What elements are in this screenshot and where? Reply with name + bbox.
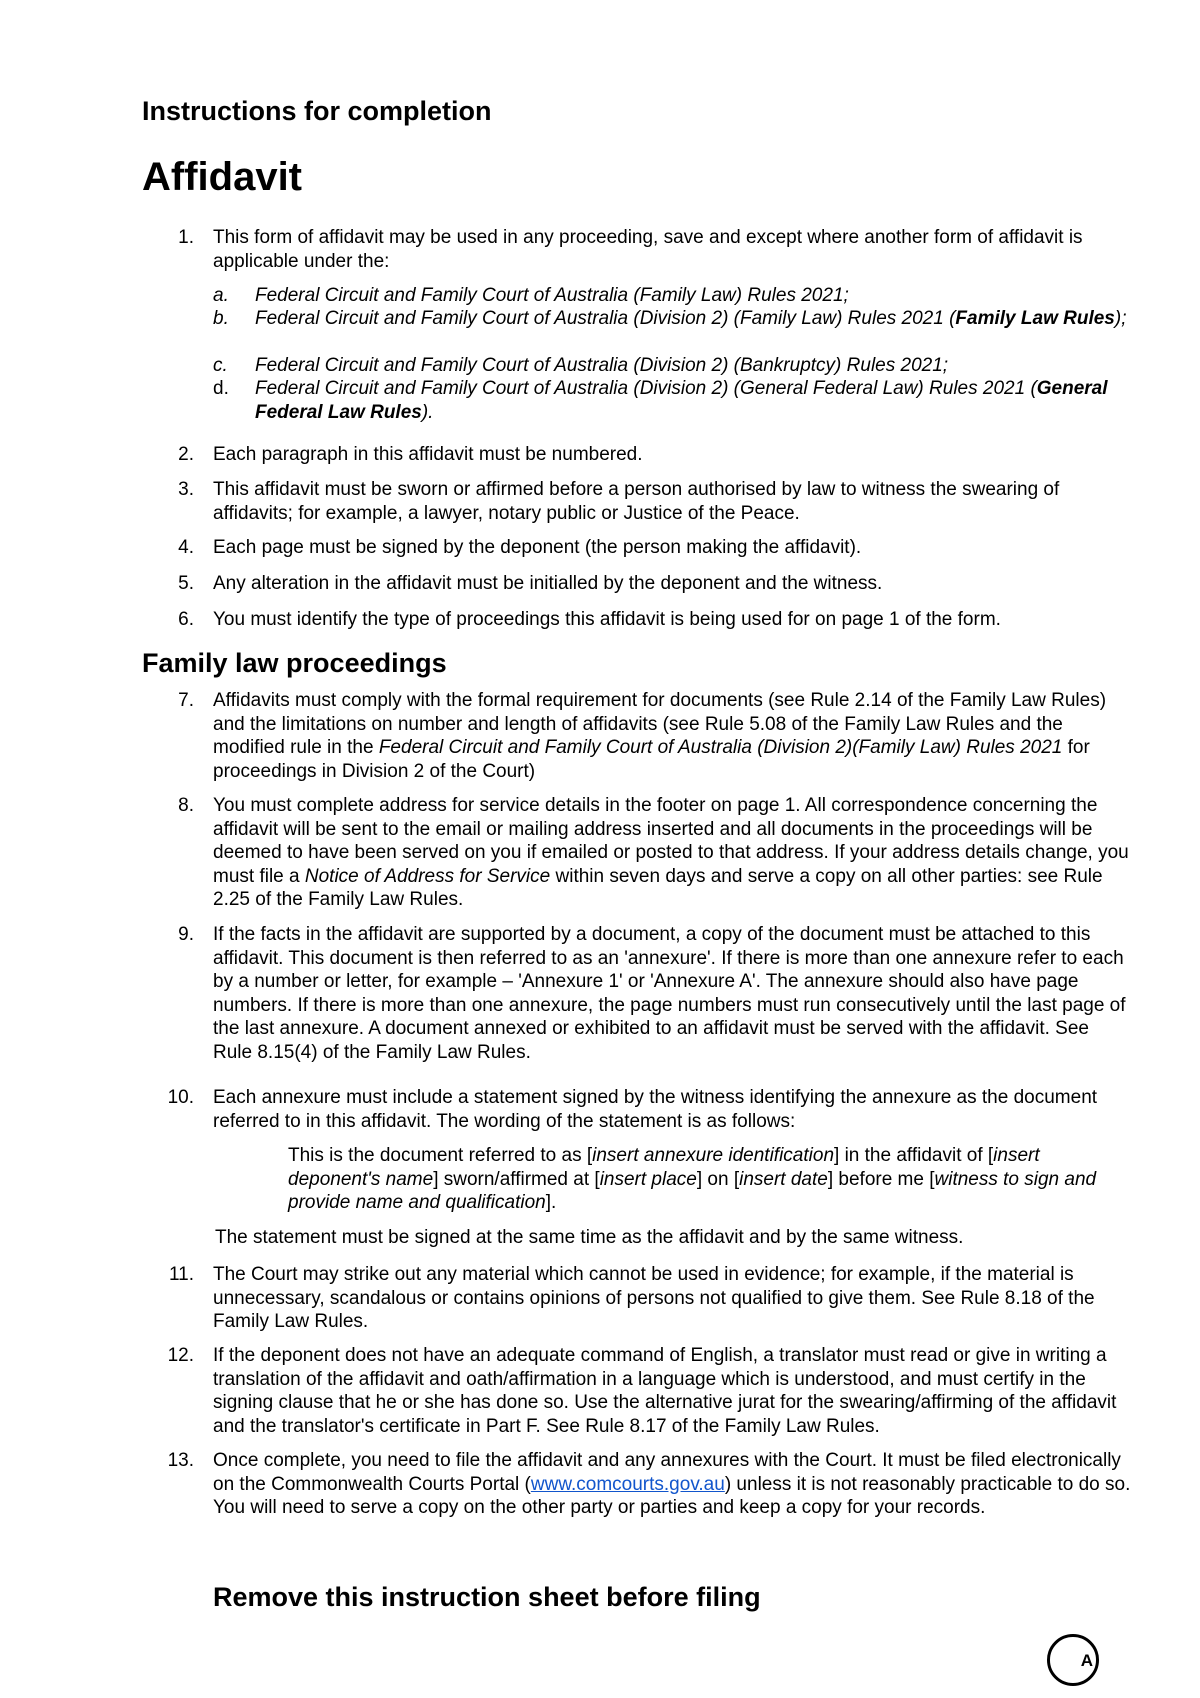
rules-title: Federal Circuit and Family Court of Australia (Division 2)(Family Law) Rules 2021 xyxy=(378,737,1063,758)
item-text: You must identify the type of proceedings this affidavit is being used for on page 1 of the form. xyxy=(213,609,1001,630)
item-number: 8. xyxy=(178,795,194,816)
item-number: 7. xyxy=(178,690,194,711)
item-text: Each page must be signed by the deponent (the person making the affidavit). xyxy=(213,537,862,558)
sub-item-text: Federal Circuit and Family Court of Australia (Family Law) Rules 2021; xyxy=(255,285,849,306)
item-text: This affidavit must be sworn or affirmed before a person authorised by law to witness the swearing of affidavits; for example, a lawyer, notary public or Justice of the Peace. xyxy=(213,479,1060,524)
sub-item-text: Federal Circuit and Family Court of Australia (Division 2) (Bankruptcy) Rules 2021; xyxy=(255,355,949,376)
item-number: 3. xyxy=(178,479,194,500)
item-number: 2. xyxy=(178,444,194,465)
sub-item-letter: a. xyxy=(213,285,229,306)
sub-item-text: Federal Circuit and Family Court of Australia (Division 2) (Family Law) Rules 2021 (Family Law Rules); xyxy=(255,308,1127,329)
defined-term: General Federal Law Rules xyxy=(255,378,1108,423)
badge-letter: A xyxy=(1080,1651,1093,1670)
item-number: 10. xyxy=(167,1087,194,1108)
sub-item-letter: d. xyxy=(213,378,229,399)
annexure-statement-quote: This is the document referred to as [insert annexure identification] in the affidavit of [insert deponent's name] sworn/affirmed at [insert place] on [insert date] before me [witness to sign and provide name and qualification]. xyxy=(288,1145,1097,1213)
statement-note: The statement must be signed at the same time as the affidavit and by the same witness. xyxy=(215,1227,964,1248)
item-number: 13. xyxy=(167,1450,194,1471)
sub-item-letter: c. xyxy=(213,355,228,376)
item-number: 1. xyxy=(178,227,194,248)
item-text: Any alteration in the affidavit must be initialled by the deponent and the witness. xyxy=(213,573,883,594)
item-number: 11. xyxy=(168,1264,194,1285)
remove-sheet-notice: Remove this instruction sheet before filing xyxy=(213,1582,761,1612)
page-title: Affidavit xyxy=(142,155,302,199)
item-text: Each annexure must include a statement signed by the witness identifying the annexure as the document referred to in this affidavit. The wording of the statement is as follows: xyxy=(213,1087,1098,1132)
form-name: Notice of Address for Service xyxy=(304,865,551,887)
comcourts-link[interactable]: www.comcourts.gov.au xyxy=(530,1473,725,1495)
item-text: The Court may strike out any material which cannot be used in evidence; for example, if the material is unnecessary, scandalous or contains opinions of persons not qualified to give them. See Rule 8.18 of the Family Law Rules. xyxy=(213,1264,1095,1332)
item-number: 5. xyxy=(178,573,194,594)
item-text: If the deponent does not have an adequate command of English, a translator must read or give in writing a translation of the affidavit and oath/affirmation in a language which is understood, and must certify in the signing clause that he or she has done so. Use the alternative jurat for the swearing/affirming of the affidavit and the translator's certificate in Part F. See Rule 8.17 of the Family Law Rules. xyxy=(213,1345,1117,1437)
item-text: If the facts in the affidavit are supported by a document, a copy of the document must be attached to this affidavit. This document is then referred to as an 'annexure'. If there is more than one annexure refer to each by a number or letter, for example – 'Annexure 1' or 'Annexure A'. The annexure should also have page numbers. If there is more than one annexure, the page numbers must run consecutively until the last page of the last annexure. A document annexed or exhibited to an affidavit must be served with the affidavit. See Rule 8.15(4) of the Family Law Rules. xyxy=(213,924,1126,1063)
item-text: Once complete, you need to file the affidavit and any annexures with the Court. It must be filed electronically on the Commonwealth Courts Portal (www.comcourts.gov.au) unless it is not reasonably practicable to do so. You will need to serve a copy on the other party or parties and keep a copy for your records. xyxy=(213,1450,1131,1518)
sub-item-letter: b. xyxy=(213,308,229,329)
form-part-badge xyxy=(1047,1634,1099,1686)
page-subtitle: Instructions for completion xyxy=(142,96,492,126)
item-text: You must complete address for service details in the footer on page 1. All correspondence concerning the affidavit will be sent to the email or mailing address inserted and all documents in the proceedings will be deemed to have been served on you if emailed or posted to that address. If your address details change, you must file a Notice of Address for Service within seven days and serve a copy on all other parties: see Rule 2.25 of the Family Law Rules. xyxy=(213,795,1129,910)
sub-item-text: Federal Circuit and Family Court of Australia (Division 2) (General Federal Law) Rules 2021 (General Federal Law Rules). xyxy=(255,378,1108,423)
item-text: Affidavits must comply with the formal requirement for documents (see Rule 2.14 of the Family Law Rules) and the limitations on number and length of affidavits (see Rule 5.08 of the Family Law Rules and the modified rule in the Federal Circuit and Family Court of Australia (Division 2)(Family Law) Rules 2021 for proceedings in Division 2 of the Court) xyxy=(213,690,1107,782)
section-heading: Family law proceedings xyxy=(142,648,447,678)
item-text: This form of affidavit may be used in any proceeding, save and except where another form of affidavit is applicable under the: xyxy=(213,227,1083,272)
item-number: 12. xyxy=(167,1345,194,1366)
defined-term: Family Law Rules xyxy=(955,308,1115,329)
item-number: 6. xyxy=(178,609,194,630)
item-number: 9. xyxy=(178,924,194,945)
item-text: Each paragraph in this affidavit must be numbered. xyxy=(213,444,643,465)
item-number: 4. xyxy=(178,537,194,558)
